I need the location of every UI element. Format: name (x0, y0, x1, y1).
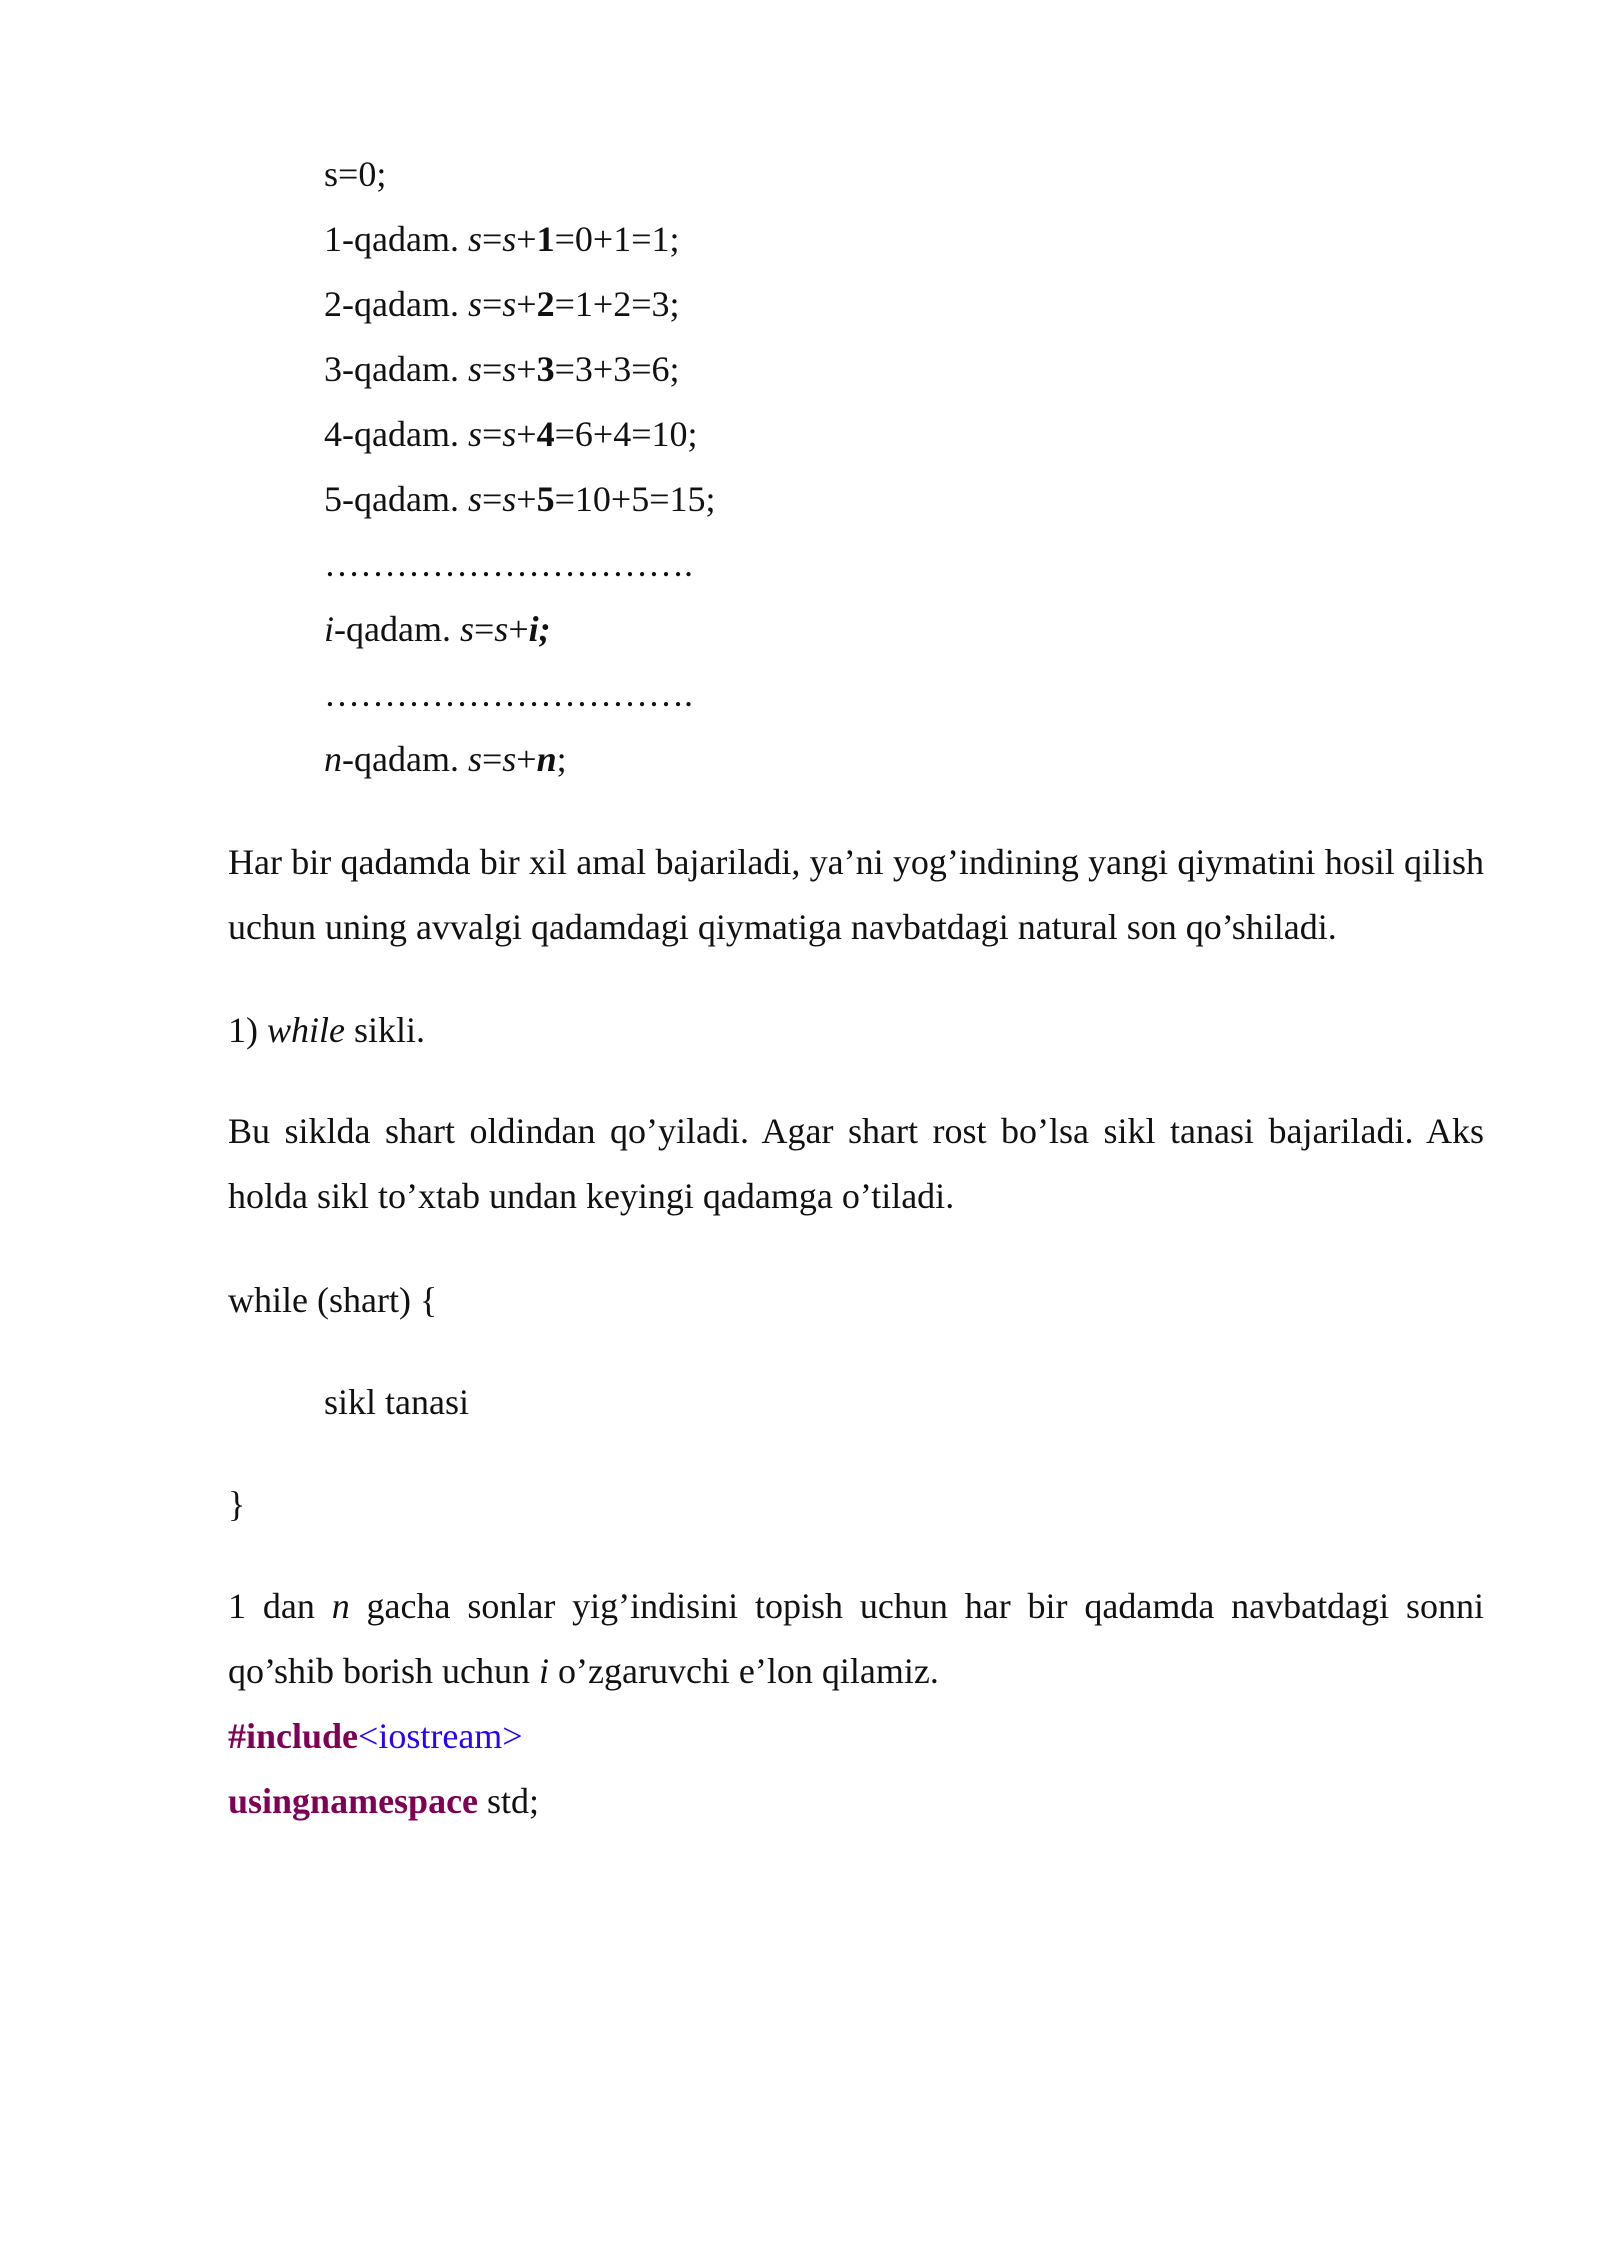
op: + (516, 284, 537, 324)
step-number: 5 (536, 479, 555, 519)
step-init: s=0; (324, 154, 387, 194)
var-s: s (502, 219, 517, 259)
step-rest: =1+2=3; (554, 284, 680, 324)
op: + (516, 219, 537, 259)
var-s: s (502, 739, 517, 779)
var-s: s (467, 284, 482, 324)
step-3 (324, 347, 680, 391)
step-label: -qadam. (334, 609, 460, 649)
step-label: 3-qadam. (324, 349, 468, 389)
var-s: s (459, 609, 474, 649)
include-keyword: #include (228, 1716, 359, 1756)
op: = (481, 284, 503, 324)
step-rest: =0+1=1; (554, 219, 680, 259)
op: = (481, 479, 503, 519)
syntax-body: sikl tanasi (324, 1382, 469, 1422)
step-label: 5-qadam. (324, 479, 468, 519)
step-rest: =3+3=6; (554, 349, 680, 389)
paragraph-1: Har bir qadamda bir xil amal bajariladi, ya’ni yog’indining yangi qiymatini hosil qilish uchun uning avvalgi qadamdagi qiymatiga navbatdagi natural son qo’shiladi. (228, 842, 1484, 947)
include-library: <iostream> (358, 1716, 523, 1756)
var-i: i (539, 1651, 550, 1691)
op: + (516, 349, 537, 389)
code-using-line (228, 1779, 539, 1823)
step-label: 4-qadam. (324, 414, 468, 454)
step-5 (324, 477, 716, 521)
using-rest: std; (478, 1781, 540, 1821)
op: = (473, 609, 495, 649)
heading-rest: sikli. (345, 1010, 426, 1050)
step-number: 3 (536, 349, 555, 389)
step-number: 4 (536, 414, 555, 454)
syntax-open: while (shart) { (228, 1280, 438, 1320)
step-i (324, 607, 551, 651)
heading-number: 1) (228, 1010, 267, 1050)
para3-c: o’zgaruvchi e’lon qilamiz. (549, 1651, 939, 1691)
op: = (481, 219, 503, 259)
var-s: s (467, 349, 482, 389)
step-label: 2-qadam. (324, 284, 468, 324)
var-s: s (467, 739, 482, 779)
var-i: i (324, 609, 335, 649)
step-label: -qadam. (342, 739, 468, 779)
step-1 (324, 217, 680, 261)
var-s: s (467, 219, 482, 259)
ellipsis-line: …………………………. (324, 674, 693, 714)
step-2 (324, 282, 680, 326)
syntax-close: } (228, 1484, 246, 1524)
heading-keyword: while (267, 1010, 345, 1050)
var-s: s (467, 479, 482, 519)
op: + (508, 609, 529, 649)
step-number: n (536, 739, 557, 779)
op: + (516, 414, 537, 454)
using-keyword: usingnamespace (228, 1781, 479, 1821)
step-rest: =10+5=15; (554, 479, 716, 519)
step-number: 1 (536, 219, 555, 259)
var-s: s (467, 414, 482, 454)
step-4 (324, 412, 698, 456)
ellipsis-line: …………………………. (324, 544, 693, 584)
op: + (516, 739, 537, 779)
var-s: s (502, 349, 517, 389)
op: = (481, 414, 503, 454)
step-number: 2 (536, 284, 555, 324)
op: + (516, 479, 537, 519)
paragraph-2: Bu siklda shart oldindan qo’yiladi. Agar shart rost bo’lsa sikl tanasi bajariladi. Aks holda sikl to’xtab undan keyingi qadamga o’tiladi. (228, 1111, 1484, 1216)
var-n: n (331, 1586, 350, 1626)
var-s: s (502, 414, 517, 454)
code-include-line (228, 1714, 523, 1758)
step-rest: =6+4=10; (554, 414, 698, 454)
step-number: i; (528, 609, 551, 649)
op: = (481, 349, 503, 389)
para3-b: gacha sonlar yig’indisini topish uchun har bir qadamda navbatdagi sonni qo’shib borish uchun (228, 1586, 1484, 1691)
var-s: s (502, 479, 517, 519)
paragraph-3 (228, 1574, 1484, 1704)
step-label: 1-qadam. (324, 219, 468, 259)
var-n: n (324, 739, 342, 779)
var-s: s (494, 609, 509, 649)
op: = (481, 739, 503, 779)
step-end: ; (556, 739, 567, 779)
var-s: s (502, 284, 517, 324)
step-n (324, 737, 567, 781)
para3-a: 1 dan (228, 1586, 332, 1626)
section-heading (228, 1008, 425, 1052)
